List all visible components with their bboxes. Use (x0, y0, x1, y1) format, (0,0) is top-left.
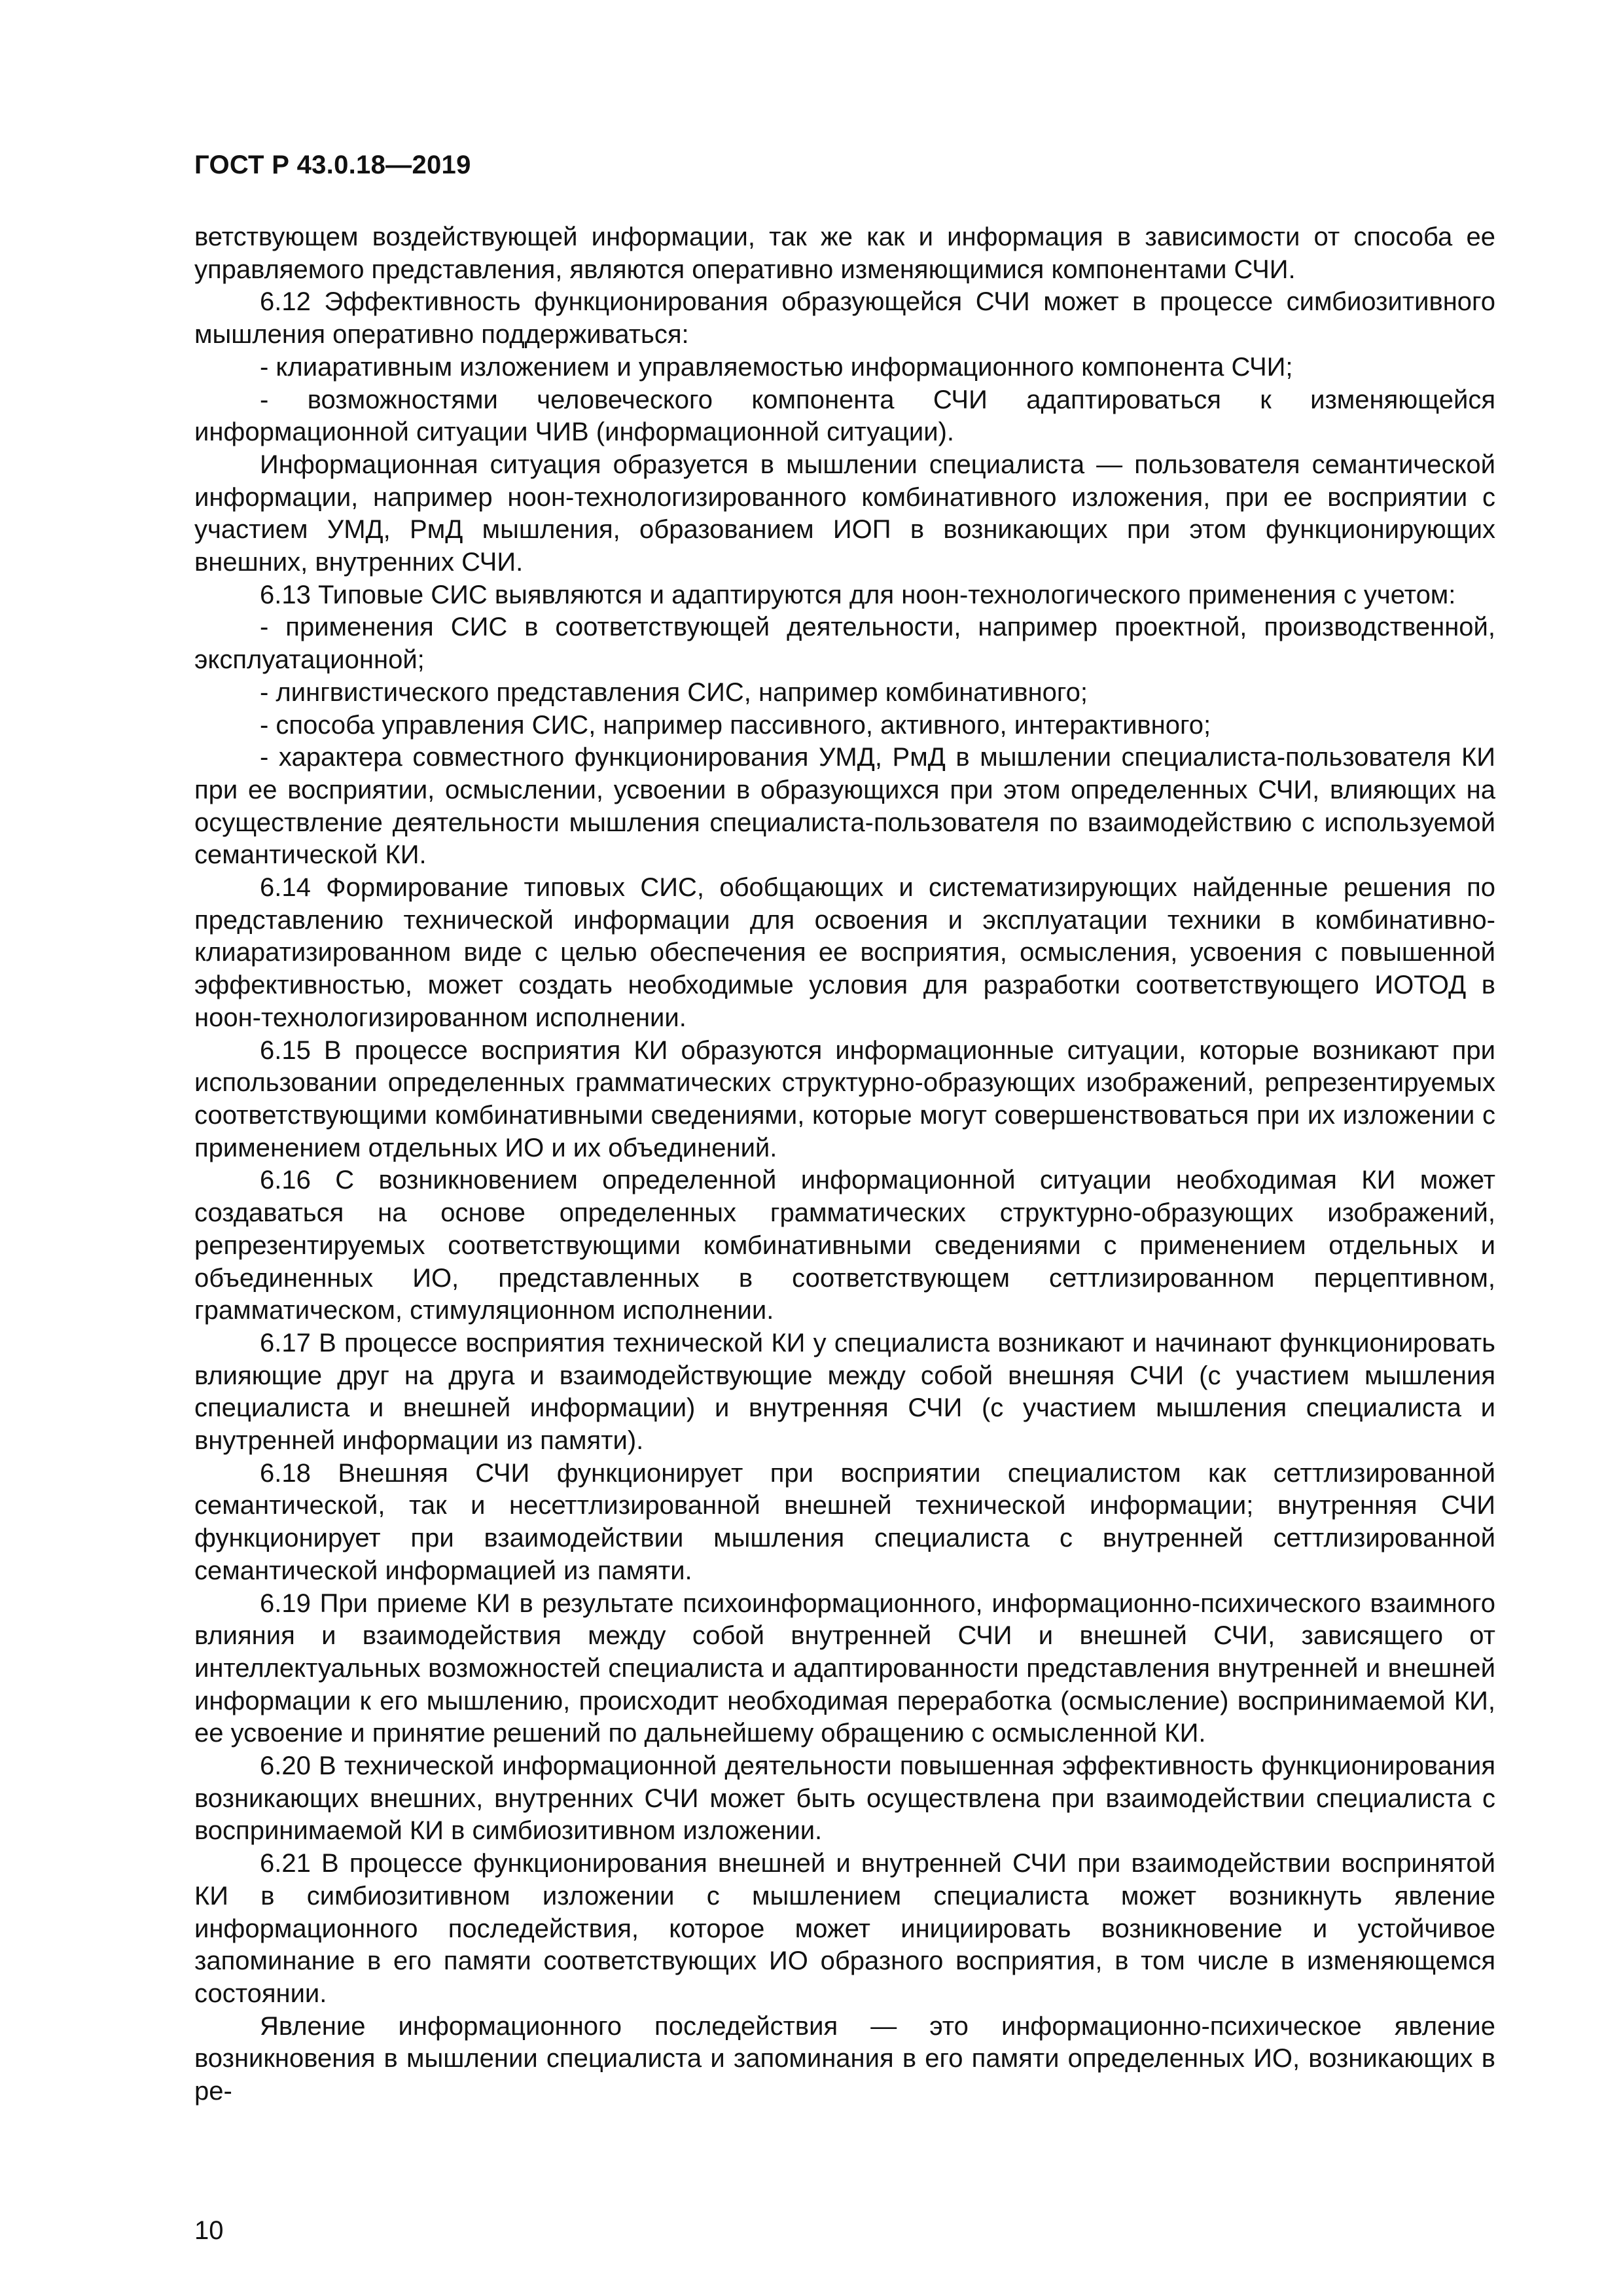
paragraph-info-situation: Информационная ситуация образуется в мышлении специалиста — пользователя семантической информации, например ноон-технологизированного комбинативного изложения, при ее восприятии с участием УМД, РмД мышления, образованием ИОП в возникающих при этом функционирующих внешних, внутренних СЧИ. (194, 450, 1495, 577)
paragraph-6-13: 6.13 Типовые СИС выявляются и адаптируются для ноон-технологического применения с учетом: (260, 580, 1456, 609)
paragraph-6-21: 6.21 В процессе функционирования внешней и внутренней СЧИ при взаимодействии воспринятой КИ в симбиозитивном изложении с мышлением специалиста может возникнуть явление информационного последействия, которое может инициировать возникновение и устойчивое запоминание в его памяти соответствующих ИО образного восприятия, в том числе в изменяющемся состоянии. (194, 1849, 1495, 2008)
paragraph-6-15: 6.15 В процессе восприятия КИ образуются информационные ситуации, которые возникают при использовании определенных грамматических структурно-образующих изображений, репрезентируемых соответствующими комбинативными сведениями, которые могут совершенствоваться при их изложении с применением отдельных ИО и их объединений. (194, 1035, 1495, 1162)
document-code-header: ГОСТ Р 43.0.18—2019 (194, 151, 471, 179)
paragraph-6-14: 6.14 Формирование типовых СИС, обобщающих и систематизирующих найденные решения по представлению технической информации для освоения и эксплуатации техники в комбинативно-клиаратизированном виде с целью обеспечения ее восприятия, осмысления, усвоения с повышенной эффективностью, может создать необходимые условия для разработки соответствующего ИОТОД в ноон-технологизированном исполнении. (194, 873, 1495, 1032)
page-number: 10 (194, 2216, 224, 2245)
list-item: - способа управления СИС, например пассивного, активного, интерактивного; (260, 710, 1211, 740)
list-item: - лингвистического представления СИС, например комбинативного; (260, 677, 1088, 707)
paragraph-6-20: 6.20 В технической информационной деятельности повышенная эффективность функционирования возникающих внешних, внутренних СЧИ может быть осуществлена при взаимодействии специалиста с воспринимаемой КИ в симбиозитивном изложении. (194, 1751, 1495, 1846)
paragraph-aftereffect-definition: Явление информационного последействия — это информационно-психическое явление возникновения в мышлении специалиста и запоминания в его памяти определенных ИО, возникающих в ре- (194, 2011, 1495, 2106)
list-item: - применения СИС в соответствующей деятельности, например проектной, производственной, эксплуатационной; (194, 613, 1495, 675)
paragraph-6-18: 6.18 Внешняя СЧИ функционирует при восприятии специалистом как сеттлизированной семантической, так и несеттлизированной внешней технической информации; внутренняя СЧИ функционирует при взаимодействии мышления специалиста с внутренней сеттлизированной семантической информацией из памяти. (194, 1458, 1495, 1585)
paragraph-6-19: 6.19 При приеме КИ в результате психоинформационного, информационно-психического взаимного влияния и взаимодействия между собой внутренней СЧИ и внешней СЧИ, зависящего от интеллектуальных возможностей специалиста и адаптированности представления внутренней и внешней информации к его мышлению, происходит необходимая переработка (осмысление) воспринимаемой КИ, ее усвоение и принятие решений по дальнейшему обращению с осмысленной КИ. (194, 1588, 1495, 1748)
list-item: - характера совместного функционирования УМД, РмД в мышлении специалиста-пользователя КИ при ее восприятии, осмыслении, усвоении в образующихся при этом определенных СЧИ, влияющих на осуществление деятельности мышления специалиста-пользователя по взаимодействию с используемой семантической КИ. (194, 743, 1495, 870)
paragraph-6-16: 6.16 С возникновением определенной информационной ситуации необходимая КИ может создаваться на основе определенных грамматических структурно-образующих изображений, репрезентируемых соответствующими комбинативными сведениями с применением отдельных и объединенных ИО, представленных в соответствующем сеттлизированном перцептивном, грамматическом, стимуляционном исполнении. (194, 1166, 1495, 1325)
paragraph-continuation: ветствующем воздействующей информации, так же как и информация в зависимости от способа ее управляемого представления, являются оперативно изменяющимися компонентами СЧИ. (194, 223, 1495, 284)
document-body (194, 221, 1495, 2108)
list-item: - возможностями человеческого компонента СЧИ адаптироваться к изменяющейся информационной ситуации ЧИВ (информационной ситуации). (194, 385, 1495, 447)
paragraph-6-12: 6.12 Эффективность функционирования образующейся СЧИ может в процессе симбиозитивного мышления оперативно поддерживаться: (194, 287, 1495, 350)
paragraph-6-17: 6.17 В процессе восприятия технической КИ у специалиста возникают и начинают функционировать влияющие друг на друга и взаимодействующие между собой внешняя СЧИ (с участием мышления специалиста и внешней информации) и внутренняя СЧИ (с участием мышления специалиста и внутренней информации из памяти). (194, 1328, 1495, 1456)
list-item: - клиаративным изложением и управляемостью информационного компонента СЧИ; (260, 352, 1293, 382)
